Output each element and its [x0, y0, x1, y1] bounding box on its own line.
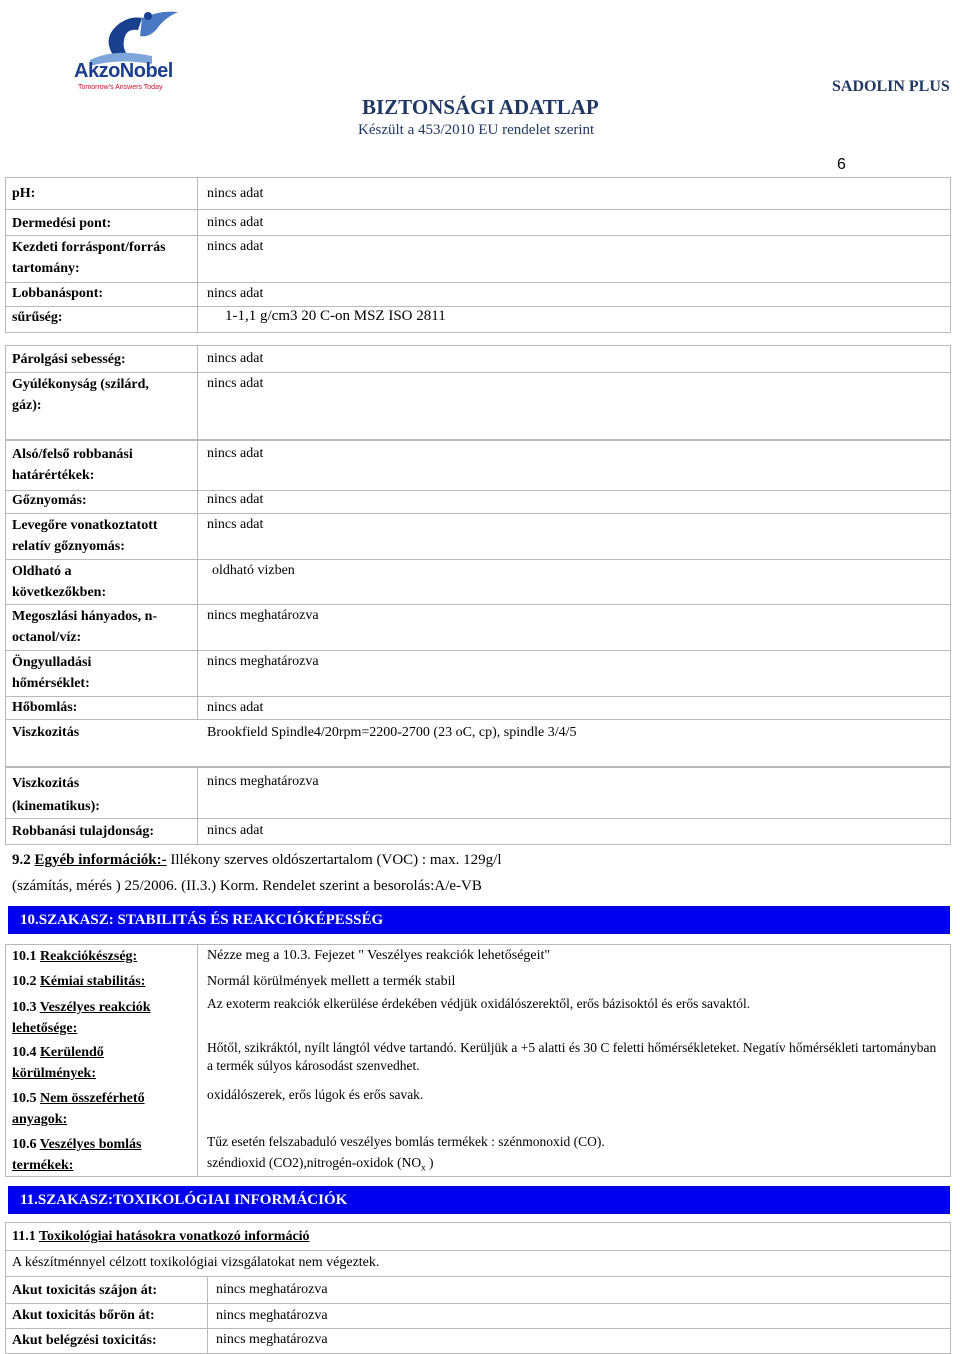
prop-label: Kezdeti forráspont/forrás tartomány: [12, 240, 166, 276]
stability-row-label: 10.4 Kerülendő körülmények: [12, 1045, 104, 1081]
tox-link[interactable]: Toxikológiai hatásokra vonatkozó információ [38, 1229, 310, 1244]
prop-label: pH: [12, 186, 36, 201]
stability-row-label: 10.6 Veszélyes bomlás termékek: [12, 1137, 142, 1173]
prop-label: Dermedési pont: [12, 216, 112, 231]
prop-value: nincs adat [207, 492, 264, 507]
stability-link[interactable]: Veszélyes reakciók lehetősége: [12, 1000, 151, 1036]
prop-label: Viszkozitás [12, 725, 80, 740]
akzonobel-logo [60, 8, 190, 92]
stability-link[interactable]: Veszélyes bomlás termékek: [12, 1137, 142, 1173]
prop-label: Megoszlási hányados, n-octanol/víz: [12, 609, 158, 645]
prop-label: Robbanási tulajdonság: [12, 824, 154, 839]
section-link[interactable]: Egyéb információk:- [34, 852, 167, 868]
logo-figure-icon [60, 8, 190, 68]
logo-tagline: Tomorrow's Answers Today [78, 84, 163, 91]
prop-label: Öngyulladási hőmérséklet: [12, 655, 92, 691]
prop-value: nincs adat [207, 286, 264, 301]
section-9-2 [12, 848, 502, 900]
document-title: BIZTONSÁGI ADATLAP [362, 95, 599, 119]
document-subtitle: Készült a 453/2010 EU rendelet szerint [358, 122, 595, 138]
prop-value: oldható vizben [212, 563, 295, 578]
prop-value: nincs adat [207, 351, 264, 366]
properties-table-3 [5, 440, 951, 767]
logo-text: AkzoNobel [74, 60, 173, 82]
product-name: SADOLIN PLUS [832, 78, 950, 95]
prop-value: nincs adat [207, 700, 264, 715]
tox-row-value: nincs meghatározva [216, 1282, 328, 1297]
prop-value: nincs adat [207, 239, 264, 254]
stability-row-value: Hőtől, szikráktól, nyílt lángtól védve tartandó. Kerüljük a +5 alatti és 30 C feletti hőmérsékleteket. Negatív hőmérsékleti tartományban a termék súlyos károsodást szenvedhet. [207, 1040, 937, 1073]
stability-row-value: Tűz esetén felszabaduló veszélyes bomlás termékek : szénmonoxid (CO). széndioxid (CO2),nitrogén-oxidok ($NO_x$ ) [207, 1134, 605, 1173]
stability-row-value: Normál körülmények mellett a termék stabil [207, 974, 456, 989]
prop-label: Levegőre vonatkoztatott relatív gőznyomás: [12, 518, 158, 554]
prop-value: nincs adat [207, 446, 264, 461]
prop-value: nincs adat [207, 215, 264, 230]
prop-value: nincs adat [207, 823, 264, 838]
stability-row-label: 10.2 Kémiai stabilitás: [12, 974, 146, 989]
prop-value: nincs meghatározva [207, 654, 319, 669]
section-11-heading: 11.SZAKASZ:TOXIKOLÓGIAI INFORMÁCIÓK [8, 1186, 950, 1214]
prop-label: Gőznyomás: [12, 493, 87, 508]
section-number: 9.2 [12, 852, 35, 868]
tox-row-label: Akut belégzési toxicitás: [12, 1333, 157, 1348]
section-text-2: (számítás, mérés ) 25/2006. (II.3.) Korm. Rendelet szerint a besorolás:A/e-VB [12, 878, 482, 894]
tox-row-label: Akut toxicitás bőrön át: [12, 1308, 155, 1323]
tox-subheading: 11.1 Toxikológiai hatásokra vonatkozó információ [12, 1229, 310, 1244]
stability-row-label: 10.1 Reakciókészség: [12, 949, 138, 964]
prop-label: Párolgási sebesség: [12, 352, 126, 367]
tox-row-value: nincs meghatározva [216, 1332, 328, 1347]
prop-value: Brookfield Spindle4/20rpm=2200-2700 (23 oC, cp), spindle 3/4/5 [207, 725, 577, 740]
tox-row-value: nincs meghatározva [216, 1308, 328, 1323]
stability-link[interactable]: Reakciókészség: [40, 949, 138, 964]
tox-note: A készítménnyel célzott toxikológiai vizsgálatokat nem végeztek. [12, 1255, 380, 1270]
stability-row-label: 10.5 Nem összeférhető anyagok: [12, 1091, 145, 1127]
stability-row-value: Nézze meg a 10.3. Fejezet " Veszélyes reakciók lehetőségeit" [207, 948, 551, 963]
prop-label: Lobbanáspont: [12, 286, 104, 301]
prop-label: sűrűség: [12, 310, 63, 325]
stability-link[interactable]: Kémiai stabilitás: [40, 974, 146, 989]
prop-value: 1-1,1 g/cm3 20 C-on MSZ ISO 2811 [225, 308, 446, 324]
stability-row-value: oxidálószerek, erős lúgok és erős savak. [207, 1087, 424, 1102]
stability-row-label: 10.3 Veszélyes reakciók lehetősége: [12, 1000, 151, 1036]
prop-value: nincs adat [207, 186, 264, 201]
section-10-heading: 10.SZAKASZ: STABILITÁS ÉS REAKCIÓKÉPESSÉG [8, 906, 950, 934]
stability-link[interactable]: Nem összeférhető anyagok: [12, 1091, 145, 1127]
prop-label: Alsó/felső robbanási határértékek: [12, 447, 133, 483]
prop-label: Hőbomlás: [12, 700, 78, 715]
prop-label: Viszkozitás (kinematikus): [12, 776, 100, 814]
prop-value: nincs adat [207, 376, 264, 391]
stability-link[interactable]: Kerülendő körülmények: [12, 1045, 104, 1081]
tox-row-label: Akut toxicitás szájon át: [12, 1283, 158, 1298]
page-number: 6 [837, 156, 846, 173]
prop-label: Oldható a következőkben: [12, 564, 107, 600]
stability-row-value: Az exoterm reakciók elkerülése érdekében védjük oxidálószerektől, erős bázisoktól és erős savaktól. [207, 996, 751, 1011]
prop-value: nincs adat [207, 517, 264, 532]
prop-value: nincs meghatározva [207, 608, 319, 623]
prop-value: nincs meghatározva [207, 774, 319, 789]
section-text: Illékony szerves oldószertartalom (VOC) : max. 129g/l [166, 852, 502, 868]
prop-label: Gyúlékonyság (szilárd, gáz): [12, 377, 149, 413]
